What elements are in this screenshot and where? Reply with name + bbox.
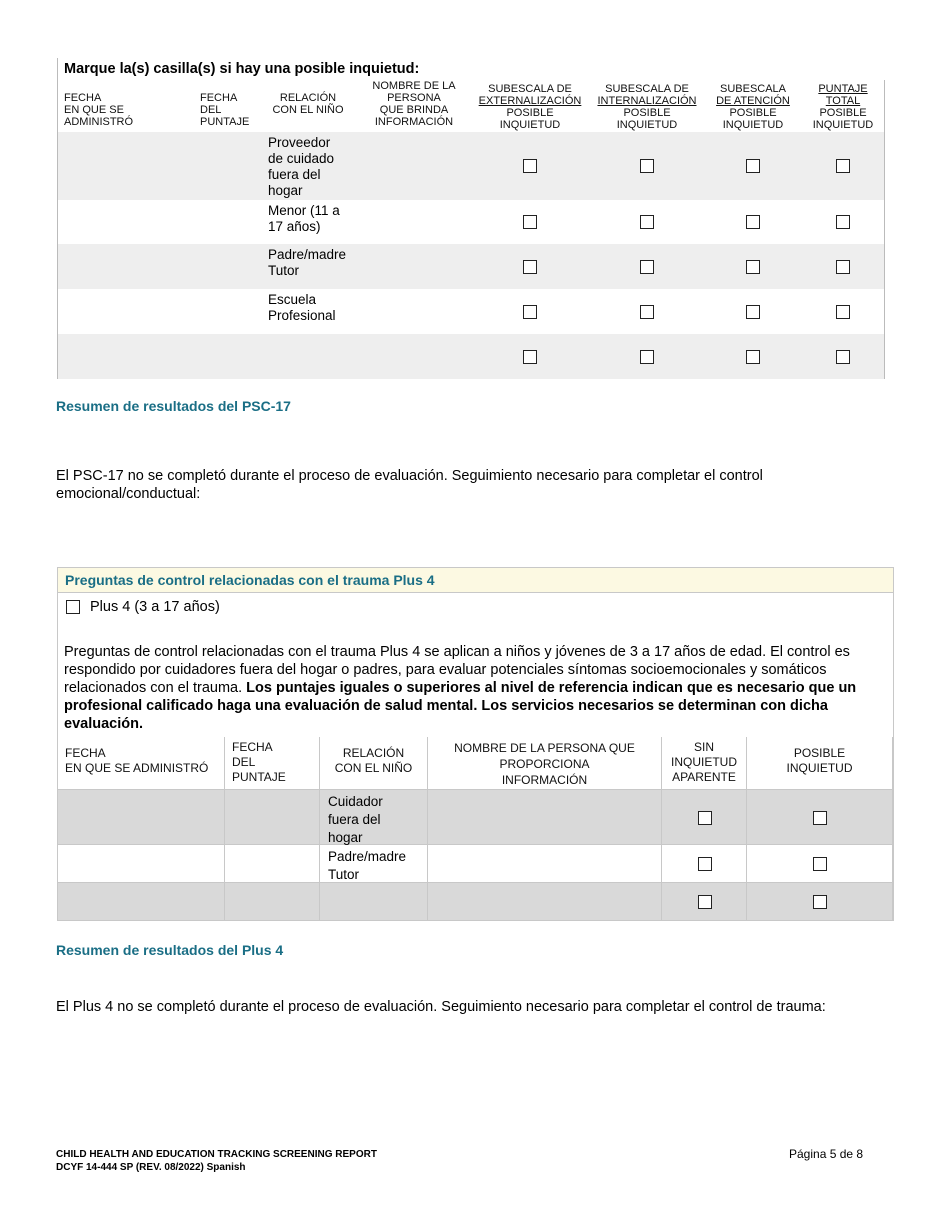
header-line: INQUIETUD xyxy=(812,119,874,131)
header-fecha-admin xyxy=(64,92,133,128)
header-nombre xyxy=(428,737,662,790)
plus4-summary-text: El Plus 4 no se completó durante el proceso de evaluación. Seguimiento necesario para completar el control de trauma: xyxy=(56,999,826,1015)
header-line: TOTAL xyxy=(825,95,861,107)
checkbox-aten[interactable] xyxy=(746,350,760,364)
header-internalizacion xyxy=(592,83,702,131)
table-cell xyxy=(662,883,747,921)
header-line: QUE BRINDA xyxy=(379,104,449,116)
table-row xyxy=(58,289,884,334)
header-line: NOMBRE DE LA PERSONA QUE xyxy=(454,741,635,755)
footer-line2: DCYF 14-444 SP (REV. 08/2022) Spanish xyxy=(56,1162,246,1173)
header-sin xyxy=(662,737,747,790)
header-line: FECHA xyxy=(65,746,106,760)
header-line: INQUIETUD xyxy=(616,119,678,131)
header-line: CON EL NIÑO xyxy=(334,761,413,775)
header-line: INFORMACIÓN xyxy=(374,116,454,128)
table-cell xyxy=(320,845,428,883)
header-line: PUNTAJE xyxy=(200,116,250,128)
relation-line: Menor (11 a xyxy=(268,203,340,218)
header-line: RELACIÓN xyxy=(279,92,337,104)
header-line: INQUIETUD xyxy=(722,119,784,131)
relation-line: hogar xyxy=(268,183,303,198)
checkbox-ext[interactable] xyxy=(523,215,537,229)
checkbox-posible-inquietud[interactable] xyxy=(813,811,827,825)
checkbox-ext[interactable] xyxy=(523,350,537,364)
checkbox-int[interactable] xyxy=(640,260,654,274)
plus4-summary-title: Resumen de resultados del Plus 4 xyxy=(56,942,284,958)
checkbox-total[interactable] xyxy=(836,305,850,319)
relation-line: fuera del xyxy=(328,812,381,827)
checkbox-sin-inquietud[interactable] xyxy=(698,811,712,825)
psc-summary-title: Resumen de resultados del PSC-17 xyxy=(56,398,291,414)
header-line: NOMBRE DE LA xyxy=(372,80,456,92)
table-cell xyxy=(747,845,893,883)
header-fecha-puntaje xyxy=(200,92,249,128)
relation-line: Profesional xyxy=(268,308,336,323)
checkbox-ext[interactable] xyxy=(523,159,537,173)
plus4-desc-normal: Preguntas de control relacionadas con el trauma Plus 4 se aplican a niños y jóvenes de 3 a 17 años de edad. El control es respondido por cuidadores fuera del hogar o padres, para evaluar potenciales síntomas socioemocionales y somáticos relacionados con el trauma. xyxy=(64,644,850,696)
header-line: INQUIETUD xyxy=(499,119,561,131)
header-posible xyxy=(747,737,893,790)
table-cell xyxy=(225,790,320,845)
header-line: DEL xyxy=(200,104,222,116)
header-line: INQUIETUD xyxy=(671,755,737,769)
page-number: Página 5 de 8 xyxy=(789,1147,864,1161)
relation-line: Escuela xyxy=(268,292,317,307)
header-line: POSIBLE xyxy=(729,107,777,119)
checkbox-aten[interactable] xyxy=(746,260,760,274)
relation-cell xyxy=(268,135,334,199)
footer-form-id xyxy=(56,1148,377,1174)
header-line: PERSONA xyxy=(387,92,441,104)
header-line: EN QUE SE ADMINISTRÓ xyxy=(65,761,209,775)
header-line: PUNTAJE xyxy=(818,83,868,95)
relation-line: Tutor xyxy=(268,263,300,278)
relation-cell xyxy=(268,292,336,324)
header-line xyxy=(475,83,585,95)
header-line: INQUIETUD xyxy=(786,761,853,775)
checkbox-posible-inquietud[interactable] xyxy=(813,895,827,909)
table-cell xyxy=(428,883,662,921)
checkbox-aten[interactable] xyxy=(746,215,760,229)
checkbox-ext[interactable] xyxy=(523,260,537,274)
checkbox-sin-inquietud[interactable] xyxy=(698,895,712,909)
header-line: SUBESCALA xyxy=(719,83,787,95)
header-line: FECHA xyxy=(64,92,102,104)
checkbox-aten[interactable] xyxy=(746,305,760,319)
relation-line: 17 años) xyxy=(268,219,321,234)
plus4-description xyxy=(64,643,886,733)
header-relacion xyxy=(260,92,356,116)
header-line: DEL xyxy=(232,755,256,769)
checkbox-int[interactable] xyxy=(640,350,654,364)
checkbox-total[interactable] xyxy=(836,350,850,364)
header-line: POSIBLE xyxy=(623,107,671,119)
table-cell xyxy=(57,883,225,921)
table-cell xyxy=(225,845,320,883)
plus4-checkbox-label: Plus 4 (3 a 17 años) xyxy=(90,599,220,615)
checkbox-total[interactable] xyxy=(836,260,850,274)
table-cell xyxy=(320,883,428,921)
table-cell xyxy=(428,845,662,883)
table-cell xyxy=(428,790,662,845)
header-line: POSIBLE xyxy=(819,107,867,119)
footer-line1: CHILD HEALTH AND EDUCATION TRACKING SCREENING REPORT xyxy=(56,1149,377,1160)
header-line: POSIBLE xyxy=(793,746,846,760)
checkbox-total[interactable] xyxy=(836,215,850,229)
relation-line: Padre/madre xyxy=(328,849,407,864)
relation-line: hogar xyxy=(328,830,363,845)
table-cell xyxy=(320,790,428,845)
header-line: SIN xyxy=(693,740,714,754)
header-nombre xyxy=(364,80,464,128)
header-atencion xyxy=(703,83,803,131)
psc-summary-text: El PSC-17 no se completó durante el proceso de evaluación. Seguimiento necesario para completar el control emocional/conductual: xyxy=(56,468,763,502)
header-text: SUBESCALA DE xyxy=(488,83,572,95)
header-line: CON EL NIÑO xyxy=(272,104,344,116)
header-line: APARENTE xyxy=(672,770,736,784)
header-line: INFORMACIÓN xyxy=(501,773,588,787)
relation-cell xyxy=(268,247,346,279)
header-line: PROPORCIONA xyxy=(499,757,590,771)
header-line: FECHA xyxy=(200,92,238,104)
header-line: DE ATENCIÓN xyxy=(716,95,790,107)
header-line: SUBESCALA DE xyxy=(605,83,689,95)
header-line: EN QUE SE xyxy=(64,104,124,116)
header-line: POSIBLE xyxy=(506,107,554,119)
header-line: FECHA xyxy=(232,740,273,754)
header-line: INTERNALIZACIÓN xyxy=(597,95,697,107)
checkbox-total[interactable] xyxy=(836,159,850,173)
header-line: PUNTAJE xyxy=(232,770,286,784)
table-cell xyxy=(662,790,747,845)
checkbox-int[interactable] xyxy=(640,159,654,173)
table-row xyxy=(58,244,884,289)
header-fecha_admin xyxy=(57,737,225,790)
table-cell xyxy=(747,883,893,921)
header-line: ADMINISTRÓ xyxy=(64,116,134,128)
header-externalizacion xyxy=(475,83,585,131)
plus4-desc-bold: Los puntajes iguales o superiores al nivel de referencia indican que es necesario que un profesional calificado haga una evaluación de salud mental. Los servicios necesarios se determinan con dicha evaluación. xyxy=(64,680,857,732)
table-cell xyxy=(225,883,320,921)
table-row xyxy=(58,132,884,200)
header-relacion xyxy=(320,737,428,790)
checkbox-sin-inquietud[interactable] xyxy=(698,857,712,871)
plus4-title: Preguntas de control relacionadas con el trauma Plus 4 xyxy=(65,572,435,588)
checkbox-posible-inquietud[interactable] xyxy=(813,857,827,871)
table-row xyxy=(58,334,884,379)
checkbox-aten[interactable] xyxy=(746,159,760,173)
relation-cell xyxy=(268,203,340,235)
checkbox-int[interactable] xyxy=(640,305,654,319)
table-cell xyxy=(57,845,225,883)
relation-line: Proveedor xyxy=(268,135,331,150)
checkbox-ext[interactable] xyxy=(523,305,537,319)
header-total xyxy=(803,83,883,131)
plus4-checkbox-row[interactable] xyxy=(66,598,220,616)
relation-line: Padre/madre xyxy=(268,247,347,262)
checkbox-int[interactable] xyxy=(640,215,654,229)
relation-line: Cuidador xyxy=(328,794,383,809)
table-cell xyxy=(57,790,225,845)
table-row xyxy=(58,200,884,244)
header-line: EXTERNALIZACIÓN xyxy=(478,95,582,107)
relation-line: fuera del xyxy=(268,167,321,182)
header-line: RELACIÓN xyxy=(342,746,405,760)
table-cell xyxy=(747,790,893,845)
table-border-right xyxy=(884,80,885,379)
relation-line: Tutor xyxy=(328,867,360,882)
table-cell xyxy=(662,845,747,883)
relation-line: de cuidado xyxy=(268,151,335,166)
plus4-title-bar xyxy=(57,567,894,593)
header-fecha_puntaje xyxy=(225,737,320,790)
instruction: Marque la(s) casilla(s) si hay una posible inquietud: xyxy=(64,61,420,77)
plus4-checkbox[interactable] xyxy=(66,600,80,614)
